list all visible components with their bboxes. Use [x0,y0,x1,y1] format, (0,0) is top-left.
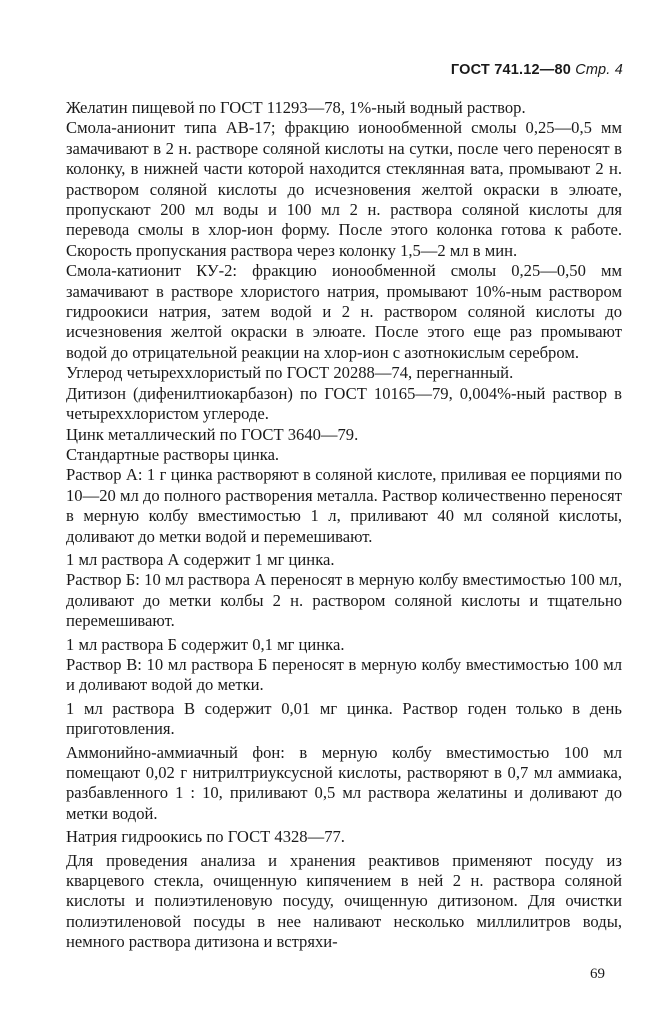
paragraph-zinc-metal: Цинк металлический по ГОСТ 3640—79. [66,424,359,444]
paragraph-dithizone: Дитизон (дифенилтиокарбазон) по ГОСТ 10165—79, 0,004%-ный раствор в четыреххлористом углероде. [66,383,622,424]
paragraph-solution-b-content: 1 мл раствора Б содержит 0,1 мг цинка. [66,634,345,654]
standard-number: ГОСТ 741.12—80 [450,62,571,78]
page-header [451,62,623,78]
page-number: 69 [590,966,605,982]
document-body [66,98,622,953]
paragraph-ammonia-background: Аммонийно-аммиачный фон: в мерную колбу вместимостью 100 мл помещают 0,02 г нитрилтриуксусной кислоты, растворяют в 0,7 мл аммиака, разбавленного 1 : 10, приливают 0,5 мл раствора желатины и доливают до метки водой. [66,742,622,823]
paragraph-solution-b: Раствор Б: 10 мл раствора А переносят в мерную колбу вместимостью 100 мл, доливают до метки колбы 2 н. раствором соляной кислоты и тщательно перемешивают. [66,570,622,631]
paragraph-solution-a: Раствор А: 1 г цинка растворяют в соляной кислоте, приливая ее порциями по 10—20 мл до полного растворения металла. Раствор количественно переносят в мерную колбу вместимостью 1 л, приливают 40 мл соляной кислоты, доливают до метки водой и перемешивают. [66,465,622,546]
paragraph-cation-resin: Смола-катионит КУ-2: фракцию ионообменной смолы 0,25—0,50 мм замачивают в растворе хлористого натрия, промывают 10%-ным раствором гидроокиси натрия, затем водой и 2 н. раствором соляной кислоты до исчезновения желтой окраски в элюате. После этого еще раз промывают водой до отрицательной реакции на хлор-ион с азотнокислым серебром. [66,261,622,362]
paragraph-zinc-standards: Стандартные растворы цинка. [66,444,280,464]
page-label: Стр. 4 [575,62,623,78]
paragraph-solution-c: Раствор В: 10 мл раствора Б переносят в мерную колбу вместимостью 100 мл и доливают водой до метки. [66,654,622,695]
paragraph-solution-a-content: 1 мл раствора А содержит 1 мг цинка. [66,549,335,569]
paragraph-sodium-hydroxide: Натрия гидроокись по ГОСТ 4328—77. [66,827,345,847]
paragraph-glassware: Для проведения анализа и хранения реактивов применяют посуду из кварцевого стекла, очищенную кипячением в ней 2 н. раствора соляной кислоты и полиэтиленовую посуду, очищенную дитизоном. Для очистки полиэтиленовой посуды в нее наливают несколько миллилитров воды, немного раствора дитизона и встряхи- [66,850,622,952]
paragraph-anion-resin: Смола-анионит типа АВ-17; фракцию ионообменной смолы 0,25—0,5 мм замачивают в 2 н. растворе соляной кислоты на сутки, после чего переносят в колонку, в нижней части которой находится стеклянная вата, промывают 2 н. раствором соляной кислоты до исчезновения желтой окраски в элюате, пропускают 200 мл воды и 100 мл 2 н. раствора соляной кислоты для перевода смолы в хлор-ион форму. После этого колонка готова к работе. Скорость пропускания раствора через колонку 1,5—2 мл в мин. [66,118,622,260]
paragraph-carbon-tetrachloride: Углерод четыреххлористый по ГОСТ 20288—74, перегнанный. [66,363,514,383]
paragraph-solution-c-content: 1 мл раствора В содержит 0,01 мг цинка. Раствор годен только в день приготовления. [66,698,622,739]
paragraph-gelatin: Желатин пищевой по ГОСТ 11293—78, 1%-ный водный раствор. [66,98,526,117]
